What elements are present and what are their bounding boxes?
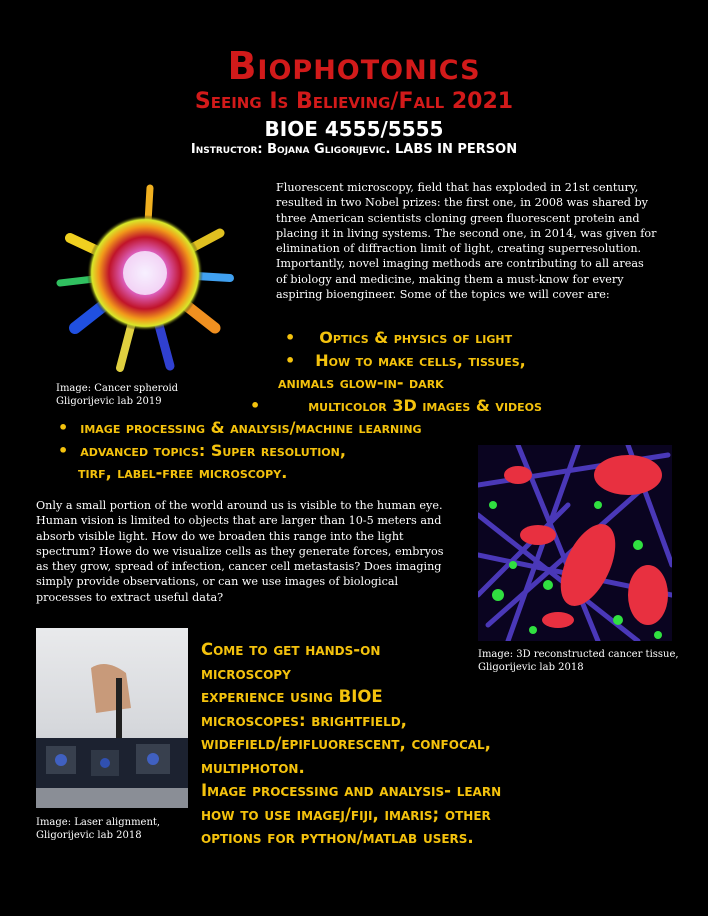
bullet-icon: • [285,351,296,370]
bullet-icon: • [58,441,69,460]
topic-cells-continued: animals glow-in- dark [278,373,444,392]
topic-optics: • Optics & physics of light [285,328,513,347]
topic-cells: • How to make cells, tissues, [285,351,526,370]
topic-advanced-continued: tirf, label-free microscopy. [78,463,288,482]
call-to-action: Come to get hands-on microscopy experience using BIOE microscopes: brightfield, widefield/epifluorescent, confocal, multiphoton. Image processing and analysis- learn how to use imagej/fiji, imaris; other options for python/matlab users. [201,640,502,847]
bullet-icon: • [285,328,296,347]
page-subtitle: Seeing Is Believing/Fall 2021 [194,89,514,114]
topic-multicolor: • multicolor 3D images & videos [250,396,542,415]
course-number: BIOE 4555/5555 [264,117,444,141]
instructor-line: Instructor: Bojana Gligorijevic. LABS IN PERSON [190,142,518,157]
topic-advanced: • advanced topics: Super resolution, [58,441,346,460]
body-paragraph: Only a small portion of the world around us is visible to the human eye. Human vision is limited to objects that are larger than 10-5 meters and absorb visible light. How do we broaden this range into the light spectrum? Howe do we visualize cells as they generate forces, embryos as they grow, spread of infection, cancer cell metastasis? Does imaging simply provide observations, or can we use images of biological processes to extract useful data? [36,499,444,604]
cancer-tissue-image [478,445,672,641]
laser-alignment-image [36,628,188,808]
page-title: Biophotonics [227,44,481,88]
laser-caption: Image: Laser alignment, Gligorijevic lab 2018 [36,817,161,841]
tissue-caption: Image: 3D reconstructed cancer tissue, Gligorijevic lab 2018 [478,649,679,673]
topic-processing: • image processing & analysis/machine learning [58,418,422,437]
bullet-icon: • [58,418,69,437]
cancer-spheroid-image [40,178,250,378]
intro-paragraph: Fluorescent microscopy, field that has exploded in 21st century, resulted in two Nobel prizes: the first one, in 2008 was shared by three American scientists cloning green fluorescent protein and placing it in living systems. The second one, in 2014, was given for elimination of diffraction limit of light, creating superresolution. Importantly, novel imaging methods are contributing to all areas of biology and medicine, making them a must-know for every aspiring bioengineer. Some of the topics we will cover are: [276,181,657,302]
bullet-icon: • [250,396,261,415]
spheroid-caption: Image: Cancer spheroid Gligorijevic lab 2019 [56,383,179,407]
